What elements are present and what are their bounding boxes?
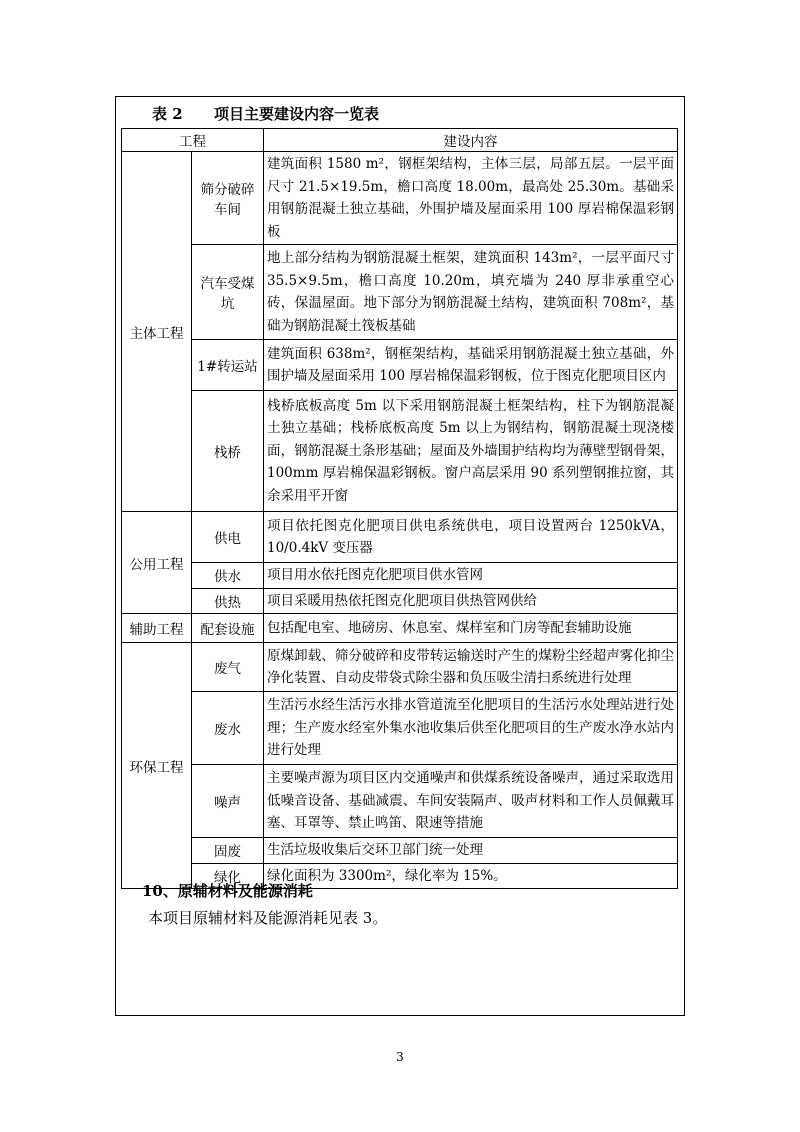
table-row [122, 245, 678, 340]
table-row [122, 588, 678, 614]
sub-item: 固废 [192, 838, 264, 864]
content-cell: 栈桥底板高度 5m 以下采用钢筋混凝土框架结构，柱下为钢筋混凝土独立基础；栈桥底板高度 5m 以上为钢结构，钢筋混凝土现浇楼面，钢筋混凝土条形基础；屋面及外墙围护结构均为薄壁型钢骨架，100mm 厚岩棉保温彩钢板。窗户高层采用 90 系列塑钢推拉窗，其余采用平开窗 [264, 391, 678, 512]
table-row [122, 152, 678, 245]
section-paragraph: 本项目原辅材料及能源消耗见表 3。 [148, 909, 388, 927]
table-row [122, 643, 678, 692]
sub-item: 配套设施 [192, 614, 264, 643]
table-row [122, 391, 678, 512]
sub-item: 1#转运站 [192, 340, 264, 391]
sub-item: 汽车受煤坑 [192, 245, 264, 340]
sub-item: 栈桥 [192, 391, 264, 512]
sub-item: 噪声 [192, 765, 264, 838]
table-caption-number: 表 2 [152, 105, 183, 123]
page-number: 3 [396, 1050, 404, 1064]
sub-item: 供水 [192, 563, 264, 589]
sub-item: 废水 [192, 692, 264, 765]
content-cell: 地上部分结构为钢筋混凝土框架，建筑面积 143m²，一层平面尺寸 35.5×9.5m，檐口高度 10.20m，填充墙为 240 厚非承重空心砖，保温屋面。地下部分为钢筋混凝土结构，建筑面积 708m²，基础为钢筋混凝土筏板基础 [264, 245, 678, 340]
construction-content-table [121, 128, 678, 889]
section-heading: 10、原辅材料及能源消耗 [142, 882, 313, 900]
table-caption-title: 项目主要建设内容一览表 [214, 105, 380, 123]
table-header-row [122, 129, 678, 152]
content-cell: 原煤卸载、筛分破碎和皮带转运输送时产生的煤粉尘经超声雾化抑尘净化装置、自动皮带袋式除尘器和负压吸尘清扫系统进行处理 [264, 643, 678, 692]
content-cell: 建筑面积 638m²，钢框架结构，基础采用钢筋混凝土独立基础，外围护墙及屋面采用 100 厚岩棉保温彩钢板，位于图克化肥项目区内 [264, 340, 678, 391]
sub-item: 筛分破碎车间 [192, 152, 264, 245]
category-main: 主体工程 [122, 152, 192, 512]
content-cell: 绿化面积为 3300m²，绿化率为 15%。 [264, 863, 678, 889]
sub-item: 废气 [192, 643, 264, 692]
category-environmental: 环保工程 [122, 643, 192, 889]
table-row [122, 838, 678, 864]
content-cell: 生活垃圾收集后交环卫部门统一处理 [264, 838, 678, 864]
header-project: 工程 [122, 129, 264, 152]
content-cell: 项目用水依托图克化肥项目供水管网 [264, 563, 678, 589]
table-row [122, 512, 678, 563]
table-row [122, 614, 678, 643]
content-cell: 项目采暖用热依托图克化肥项目供热管网供给 [264, 588, 678, 614]
sub-item: 供热 [192, 588, 264, 614]
content-cell: 主要噪声源为项目区内交通噪声和供煤系统设备噪声，通过采取选用低噪音设备、基础减震、车间安装隔声、吸声材料和工作人员佩戴耳塞、耳罩等、禁止鸣笛、限速等措施 [264, 765, 678, 838]
table-row [122, 340, 678, 391]
table-row [122, 692, 678, 765]
sub-item: 绿化 [192, 863, 264, 889]
table-row [122, 765, 678, 838]
category-auxiliary: 辅助工程 [122, 614, 192, 643]
table-caption [152, 103, 379, 124]
category-public: 公用工程 [122, 512, 192, 614]
header-content: 建设内容 [264, 129, 678, 152]
table-row [122, 563, 678, 589]
content-cell: 生活污水经生活污水排水管道流至化肥项目的生活污水处理站进行处理；生产废水经室外集水池收集后供至化肥项目的生产废水净水站内进行处理 [264, 692, 678, 765]
content-cell: 包括配电室、地磅房、休息室、煤样室和门房等配套辅助设施 [264, 614, 678, 643]
content-cell: 建筑面积 1580 m²，钢框架结构，主体三层，局部五层。一层平面尺寸 21.5×19.5m，檐口高度 18.00m，最高处 25.30m。基础采用钢筋混凝土独立基础，外围护墙及屋面采用 100 厚岩棉保温彩钢板 [264, 152, 678, 245]
content-cell: 项目依托图克化肥项目供电系统供电，项目设置两台 1250kVA，10/0.4kV 变压器 [264, 512, 678, 563]
sub-item: 供电 [192, 512, 264, 563]
